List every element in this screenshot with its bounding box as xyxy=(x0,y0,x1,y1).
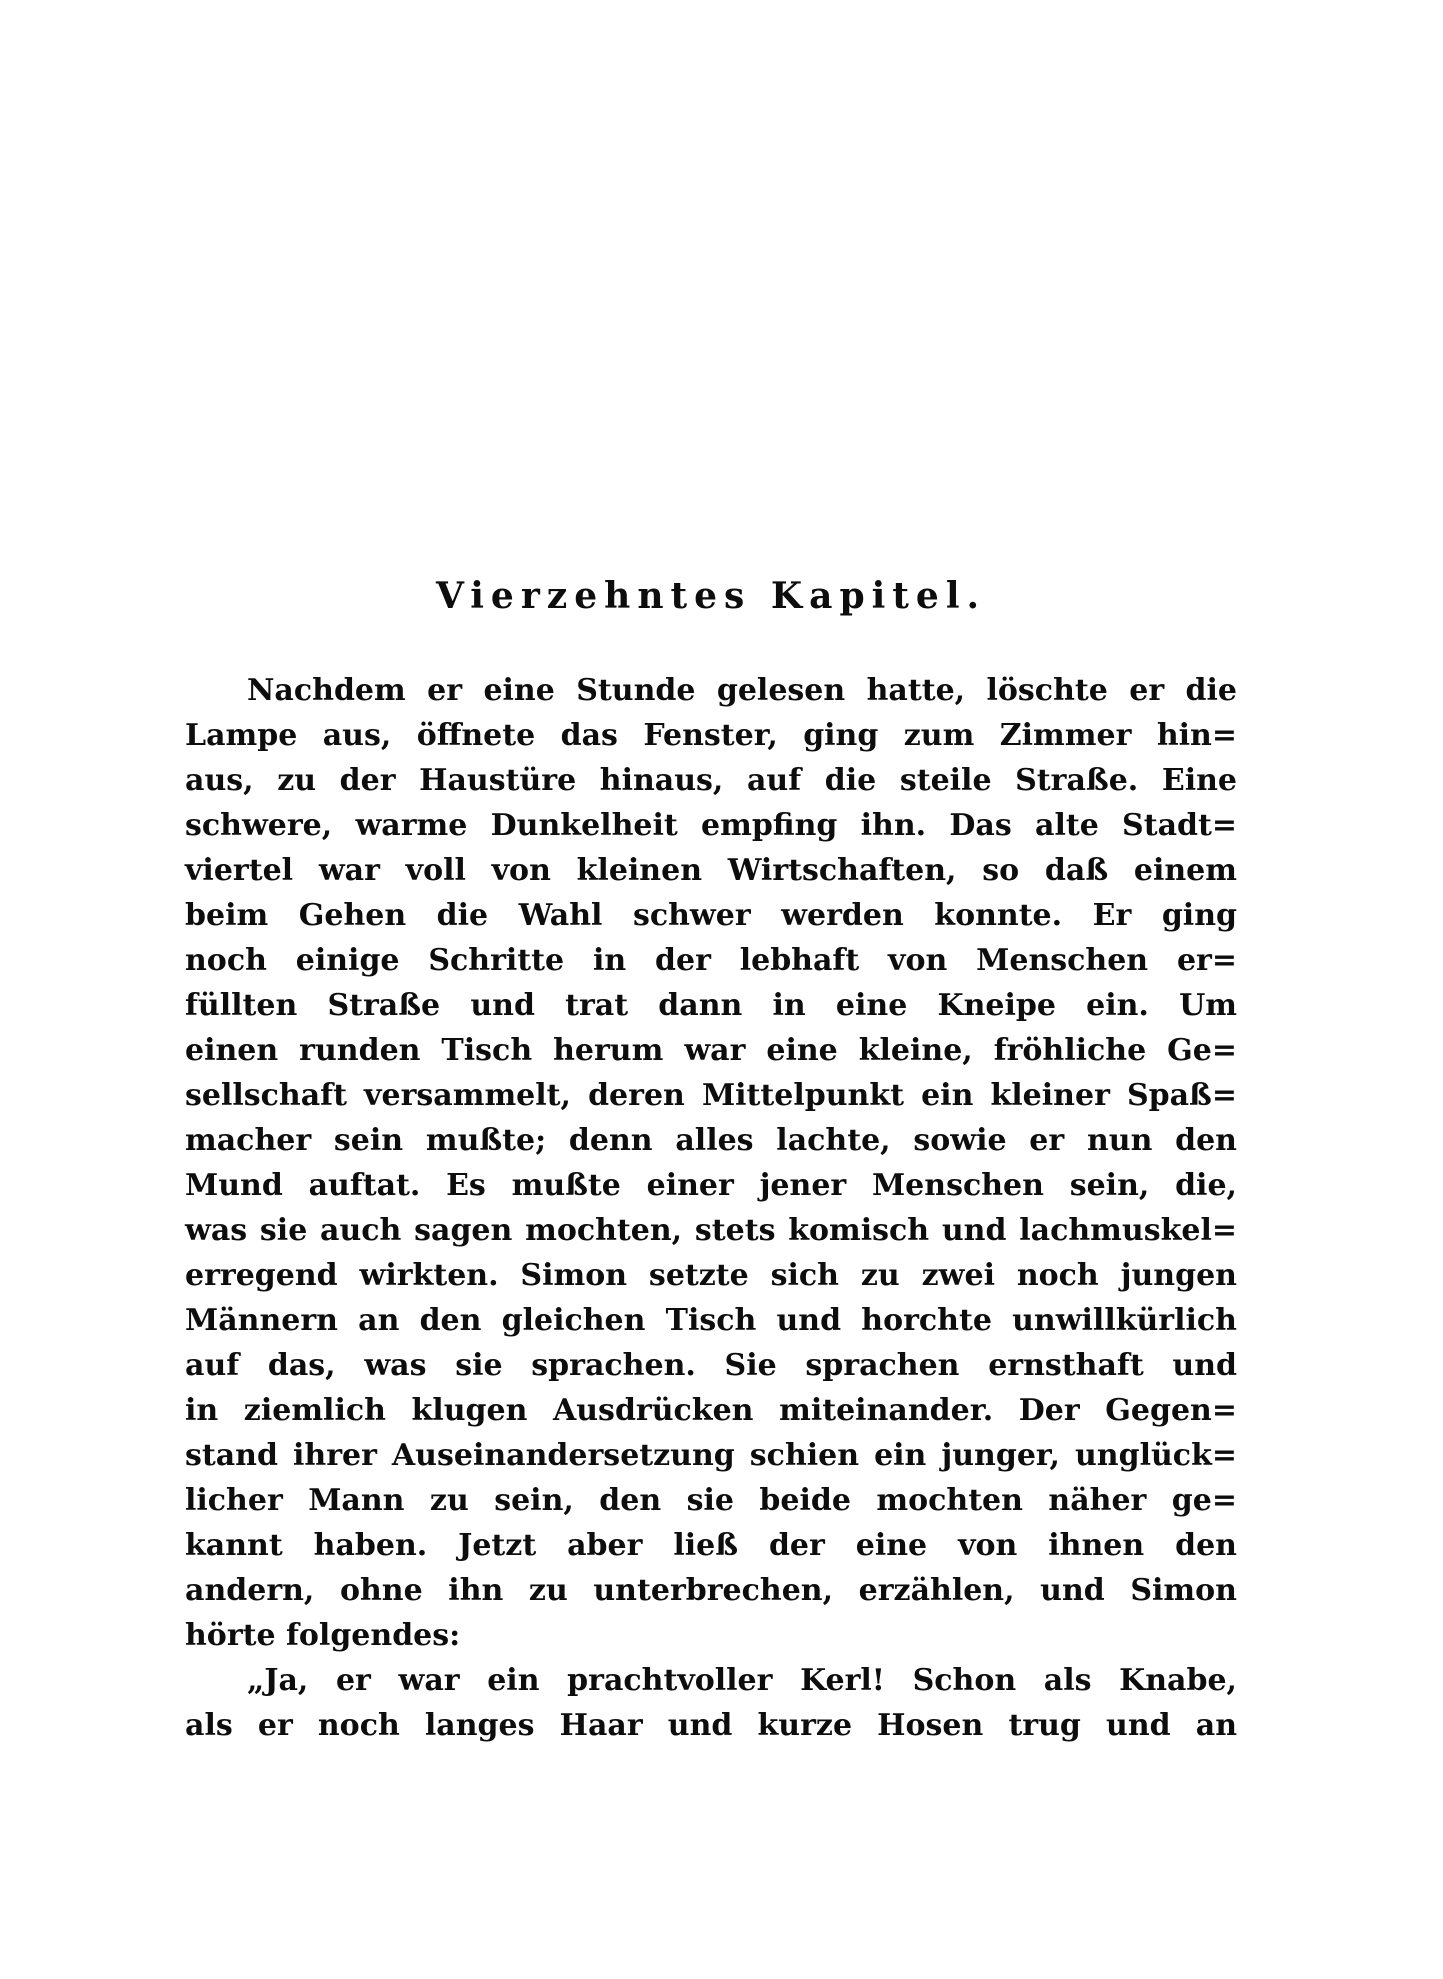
text-line: Männern an den gleichen Tisch und horchte unwillkürlich xyxy=(185,1303,1237,1338)
text-line: macher sein mußte; denn alles lachte, sowie er nun den xyxy=(185,1123,1237,1158)
text-line: auf das, was sie sprachen. Sie sprachen ernsthaft und xyxy=(185,1348,1237,1383)
text-line: Lampe aus, öffnete das Fenster, ging zum Zimmer hin= xyxy=(185,718,1237,753)
text-line: was sie auch sagen mochten, stets komisch und lachmuskel= xyxy=(185,1213,1237,1248)
text-line: licher Mann zu sein, den sie beide mochten näher ge= xyxy=(185,1483,1237,1518)
text-block xyxy=(185,572,1237,1748)
text-line: viertel war voll von kleinen Wirtschaften, so daß einem xyxy=(185,853,1237,888)
text-line: als er noch langes Haar und kurze Hosen trug und an xyxy=(185,1708,1237,1743)
text-line: Mund auftat. Es mußte einer jener Menschen sein, die, xyxy=(185,1168,1237,1203)
text-line: in ziemlich klugen Ausdrücken miteinander. Der Gegen= xyxy=(185,1393,1237,1428)
text-line: andern, ohne ihn zu unterbrechen, erzählen, und Simon xyxy=(185,1573,1237,1608)
text-line: sellschaft versammelt, deren Mittelpunkt ein kleiner Spaß= xyxy=(185,1078,1237,1113)
text-line: füllten Straße und trat dann in eine Kneipe ein. Um xyxy=(185,988,1237,1023)
text-line: kannt haben. Jetzt aber ließ der eine von ihnen den xyxy=(185,1528,1237,1563)
text-line: hörte folgendes: xyxy=(185,1618,461,1653)
text-line: schwere, warme Dunkelheit empfing ihn. Das alte Stadt= xyxy=(185,808,1237,843)
text-line: noch einige Schritte in der lebhaft von Menschen er= xyxy=(185,943,1237,978)
text-line: „Ja, er war ein prachtvoller Kerl! Schon als Knabe, xyxy=(247,1663,1237,1698)
text-line: erregend wirkten. Simon setzte sich zu zwei noch jungen xyxy=(185,1258,1237,1293)
text-line: aus, zu der Haustüre hinaus, auf die steile Straße. Eine xyxy=(185,763,1237,798)
text-line: Nachdem er eine Stunde gelesen hatte, löschte er die xyxy=(247,673,1237,708)
text-line: einen runden Tisch herum war eine kleine, fröhliche Ge= xyxy=(185,1033,1237,1068)
chapter-title: Vierzehntes Kapitel. xyxy=(435,575,987,617)
text-line: stand ihrer Auseinandersetzung schien ein junger, unglück= xyxy=(185,1438,1237,1473)
text-line: beim Gehen die Wahl schwer werden konnte. Er ging xyxy=(185,898,1237,933)
